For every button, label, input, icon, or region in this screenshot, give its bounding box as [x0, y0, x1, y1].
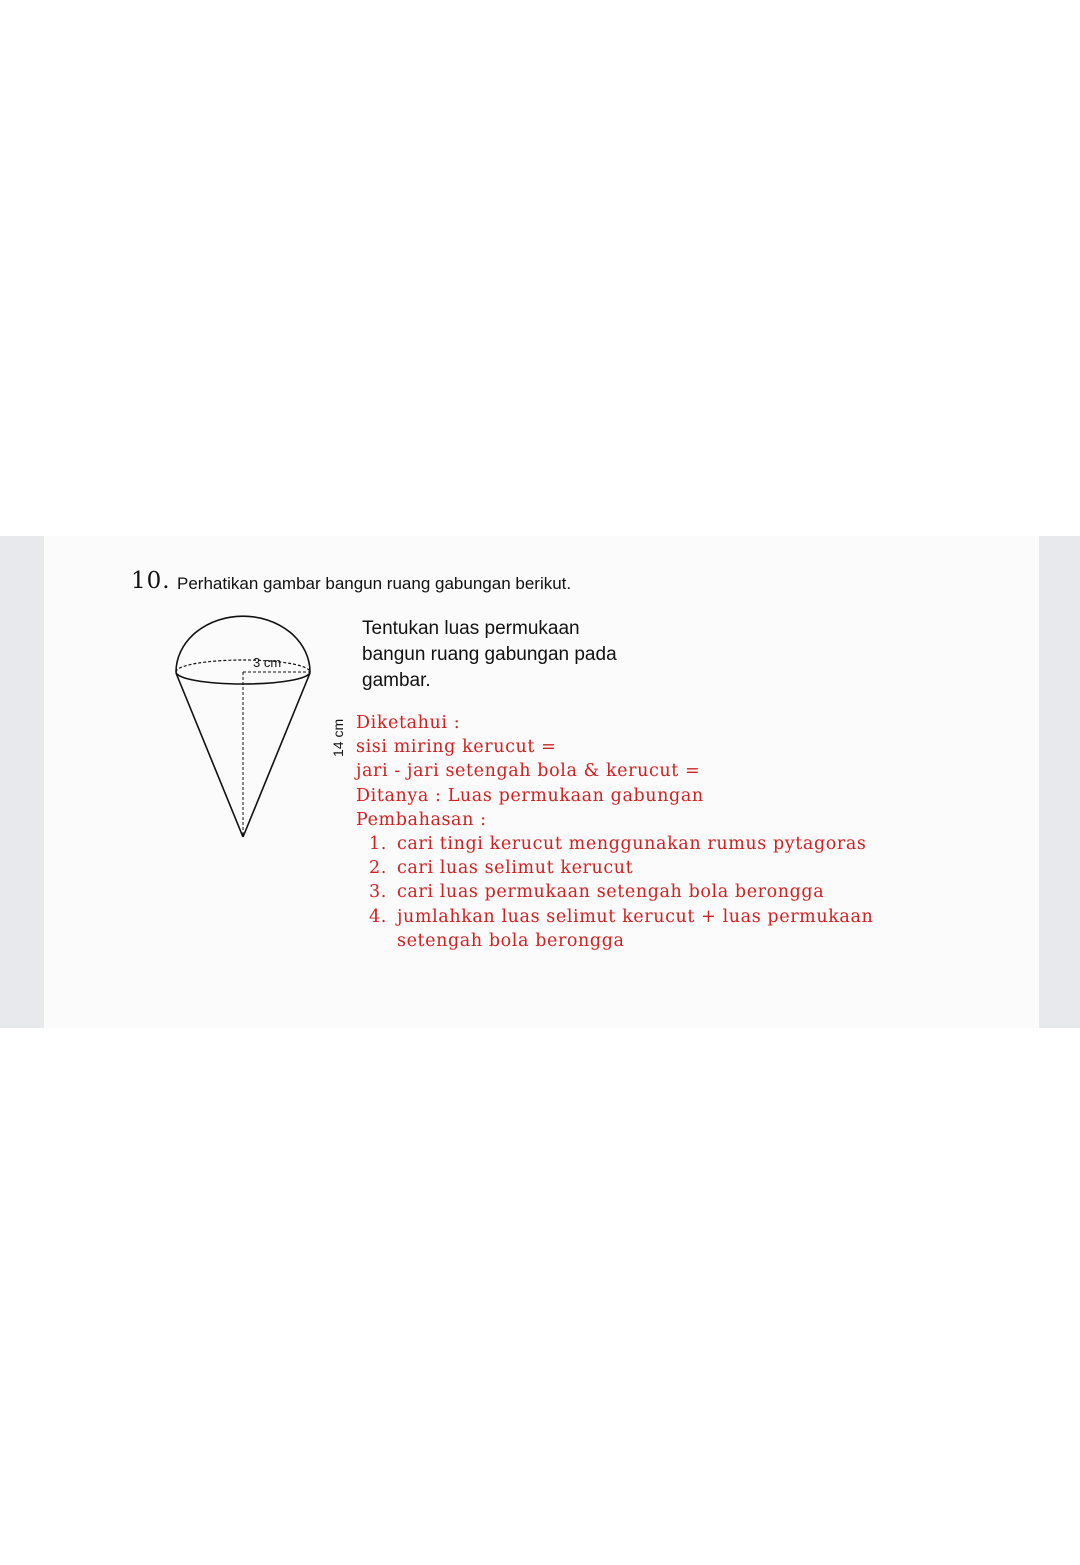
- solution-steps: [356, 832, 996, 953]
- given-slant-height: sisi miring kerucut =: [356, 737, 557, 758]
- given-radius: jari - jari setengah bola & kerucut =: [356, 761, 701, 782]
- step-number: 2.: [369, 858, 387, 879]
- cone-right-slant: [243, 673, 310, 837]
- step-text: cari tingi kerucut menggunakan rumus pytagoras: [397, 834, 867, 855]
- cone-hemisphere-figure: [169, 612, 349, 842]
- radius-label: 3 cm: [253, 655, 282, 670]
- question-text: Perhatikan gambar bangun ruang gabungan berikut.: [177, 574, 572, 593]
- base-ellipse-back: [176, 660, 310, 672]
- right-margin-band: [1039, 536, 1080, 1028]
- step-text: cari luas selimut kerucut: [397, 858, 634, 879]
- solution-notes: [356, 711, 996, 953]
- step-item: [356, 856, 996, 880]
- step-item: [356, 905, 996, 953]
- step-number: 4.: [369, 906, 387, 927]
- diketahui-label: Diketahui :: [356, 713, 461, 733]
- step-text: cari luas permukaan setengah bola berongga: [397, 882, 825, 903]
- step-number: 3.: [369, 882, 387, 903]
- cone-left-slant: [176, 673, 243, 837]
- document-photo: [44, 536, 1039, 1028]
- step-number: 1.: [369, 834, 387, 855]
- question-instruction: Tentukan luas permukaan bangun ruang gabungan pada gambar.: [362, 618, 617, 691]
- step-text: jumlahkan luas selimut kerucut + luas permukaan setengah bola berongga: [397, 906, 874, 951]
- height-label: 14 cm: [330, 718, 346, 757]
- question-number: 10.: [131, 568, 171, 594]
- ditanya-line: Ditanya : Luas permukaan gabungan: [356, 785, 704, 806]
- step-item: [356, 880, 996, 904]
- left-margin-band: [0, 536, 44, 1028]
- step-item: [356, 832, 996, 856]
- pembahasan-label: Pembahasan :: [356, 809, 487, 830]
